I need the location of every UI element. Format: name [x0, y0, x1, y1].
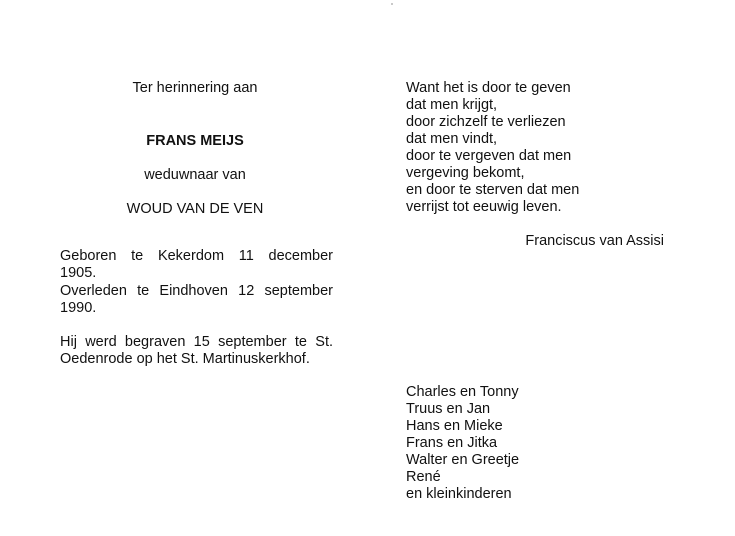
burial-line-2: Oedenrode op het St. Martinuskerkhof.	[60, 351, 310, 367]
poem-line: vergeving bekomt,	[406, 165, 525, 181]
birth-line-2: 1905.	[60, 265, 97, 281]
deceased-name: FRANS MEIJS	[146, 133, 244, 149]
poem-line: door zichzelf te verliezen	[406, 114, 566, 130]
family-member: Frans en Jitka	[406, 435, 498, 451]
intro-text: Ter herinnering aan	[132, 80, 258, 96]
poem-line: dat men vindt,	[406, 131, 498, 147]
poem-line: en door te sterven dat men	[406, 182, 580, 198]
poem-attribution: Franciscus van Assisi	[525, 233, 664, 249]
burial-paragraph	[60, 334, 333, 368]
speck-mark	[391, 3, 393, 5]
family-member: René	[406, 469, 441, 485]
death-line-2: 1990.	[60, 300, 97, 316]
birth-paragraph	[60, 248, 333, 282]
family-member: Walter en Greetje	[406, 452, 520, 468]
widow-of-text: weduwnaar van	[144, 167, 246, 183]
family-member: Charles en Tonny	[406, 384, 519, 400]
family-list	[406, 384, 606, 503]
family-member: en kleinkinderen	[406, 486, 512, 502]
poem-line: dat men krijgt,	[406, 97, 498, 113]
poem-line: verrijst tot eeuwig leven.	[406, 199, 562, 215]
death-paragraph	[60, 283, 333, 317]
birth-line-1: Geboren te Kekerdom 11 december	[60, 248, 333, 264]
burial-line-1: Hij werd begraven 15 september te St.	[60, 334, 333, 350]
death-line-1: Overleden te Eindhoven 12 september	[60, 283, 333, 299]
poem	[406, 80, 646, 216]
poem-line: Want het is door te geven	[406, 80, 571, 96]
poem-line: door te vergeven dat men	[406, 148, 572, 164]
family-member: Hans en Mieke	[406, 418, 503, 434]
spouse-name: WOUD VAN DE VEN	[126, 201, 264, 217]
family-member: Truus en Jan	[406, 401, 491, 417]
